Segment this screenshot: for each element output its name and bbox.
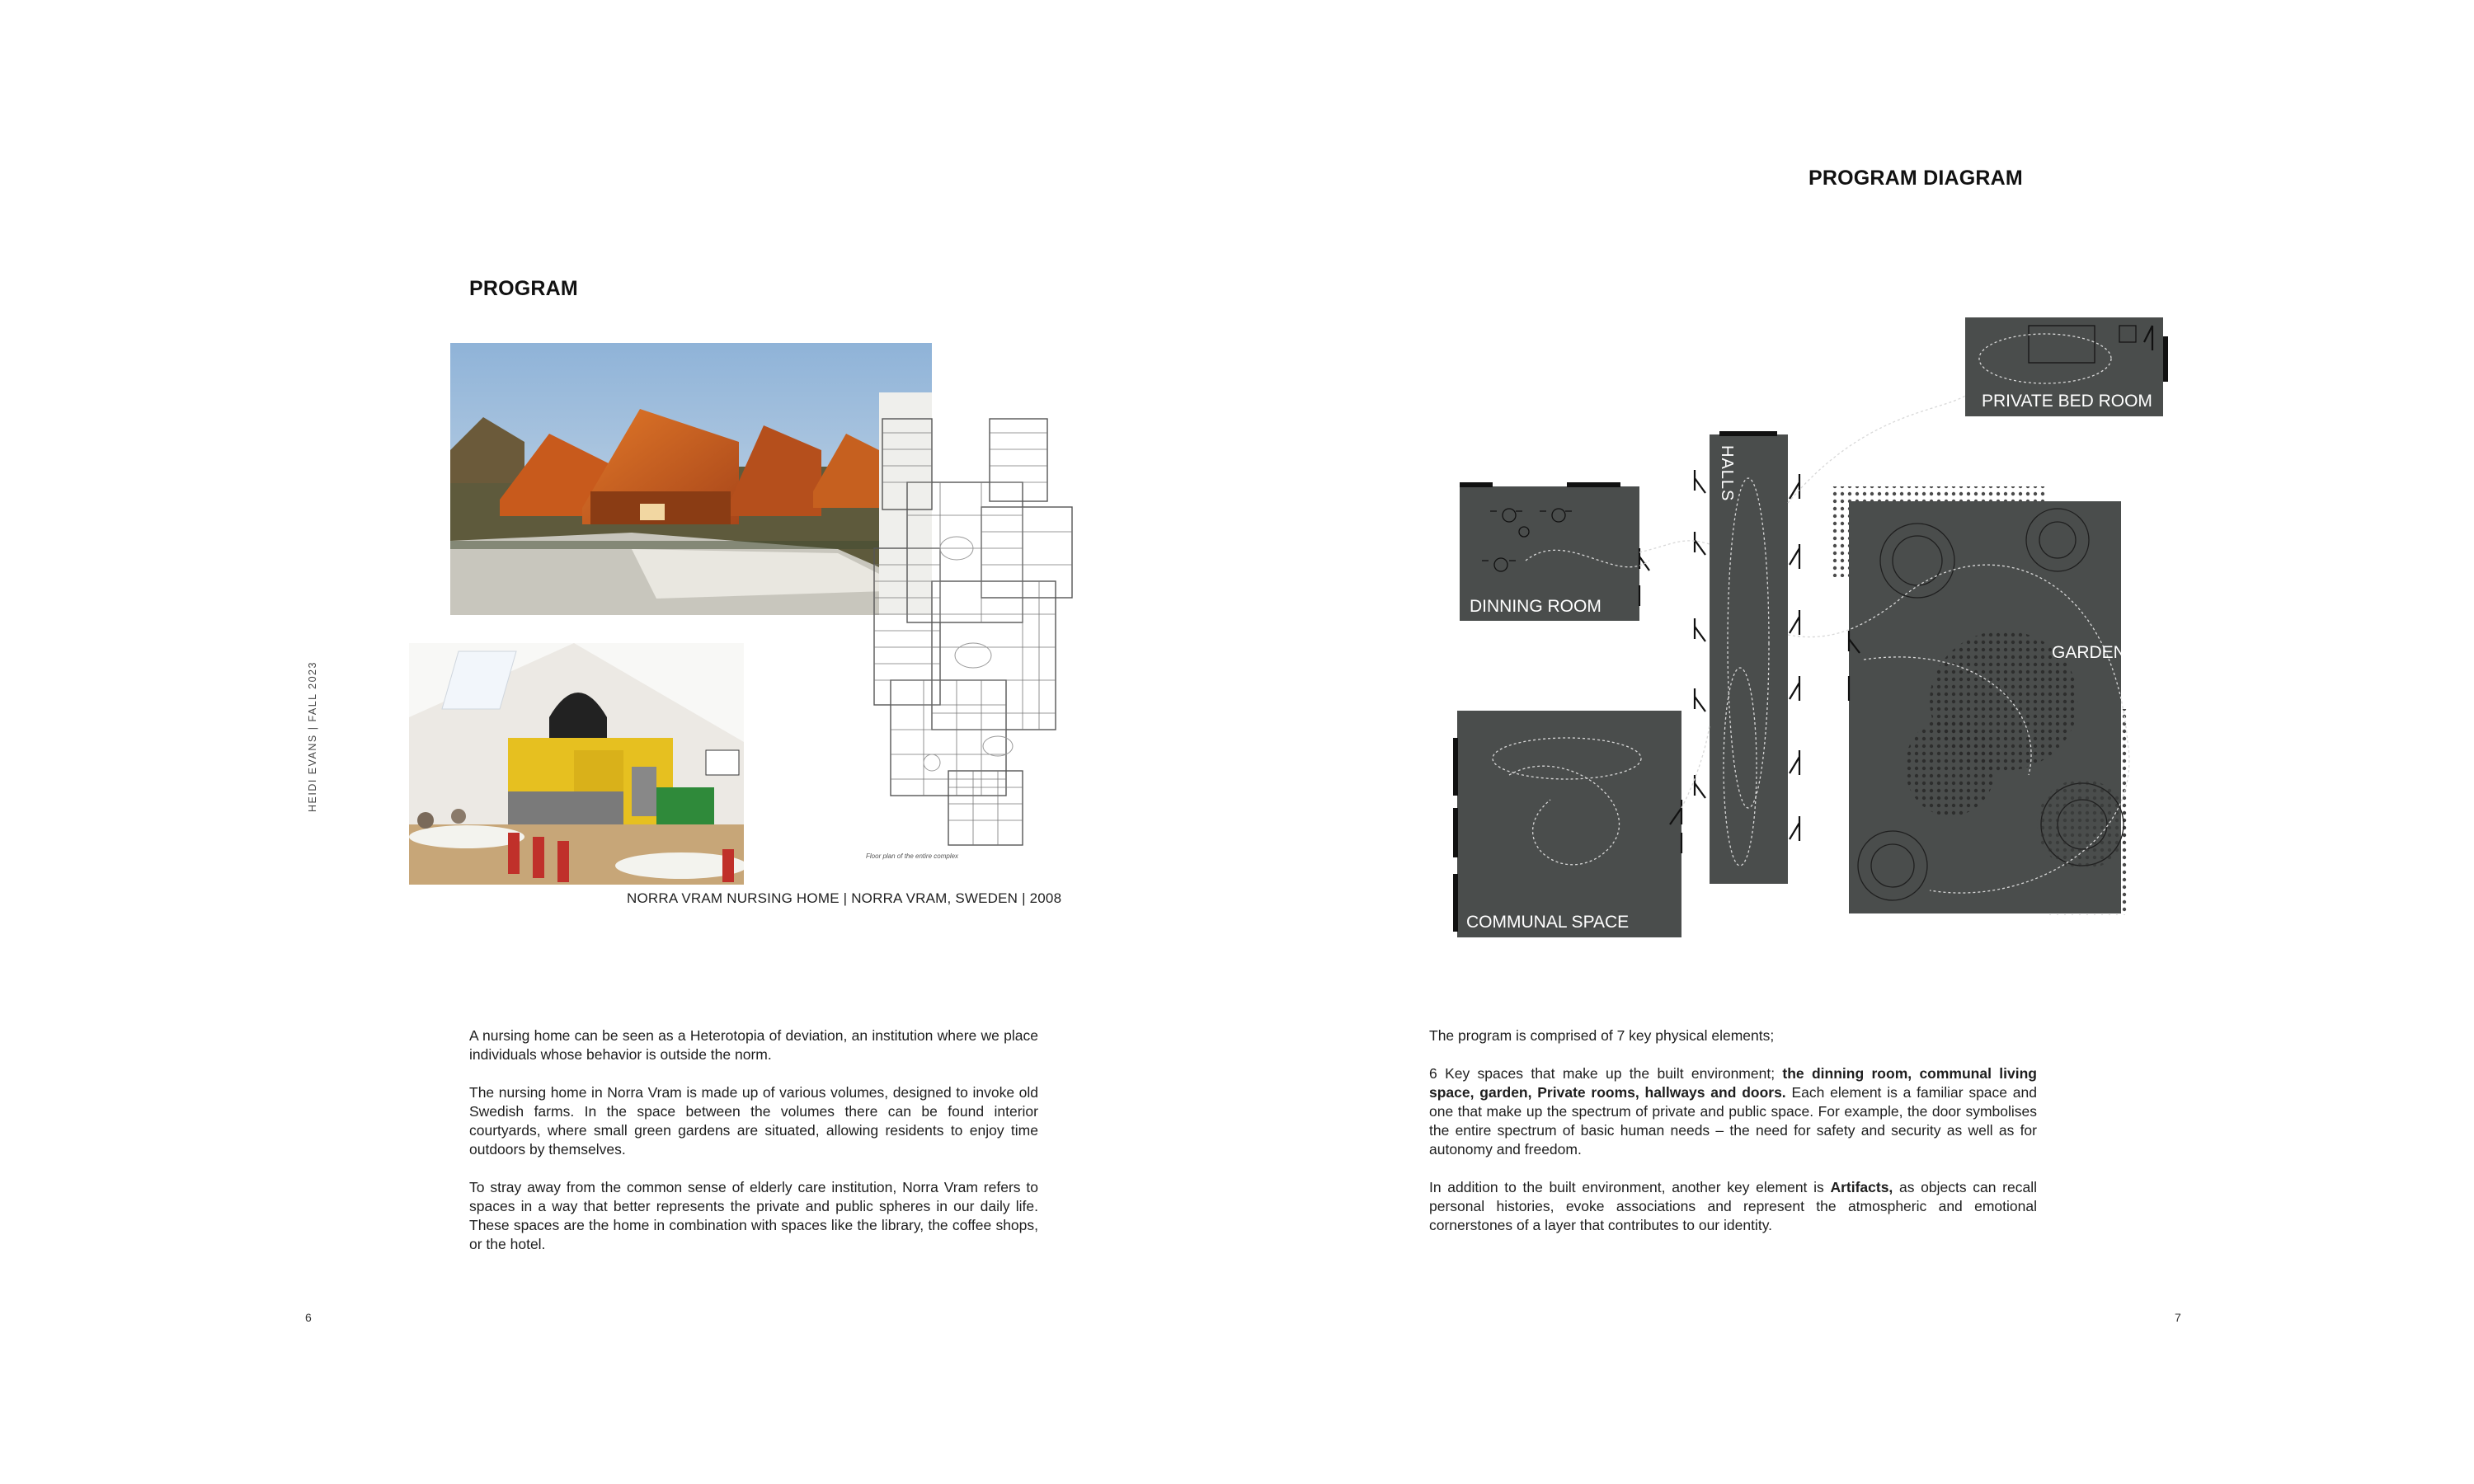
left-paragraph-2: The nursing home in Norra Vram is made up of various volumes, designed to invoke old Swedish farms. In the space between the volumes there can be found interior courtyards, where small green gardens are situated, allowing residents to enjoy time outdoors by themselves.	[469, 1084, 1038, 1158]
spine-author-label: HEIDI EVANS | FALL 2023	[307, 661, 318, 812]
page-number-left: 6	[305, 1311, 312, 1324]
p2-end: Each element is a familiar space and one that make up the spectrum of private and public space. For example, the door symbolises the entire spectrum of basic human needs – the need for safety and security as well as for autonomy and freedom.	[1429, 1084, 2038, 1158]
label-garden: GARDEN	[2052, 643, 2126, 662]
left-paragraph-3: To stray away from the common sense of elderly care institution, Norra Vram refers to spaces in a way that better represents the private and public spheres in our daily life. These spaces are the home in combination with spaces like the library, the coffee shops, or the hotel.	[469, 1179, 1038, 1252]
right-paragraph-2	[1429, 1064, 2037, 1159]
plan-note: Floor plan of the entire complex	[866, 852, 959, 860]
right-paragraph-3	[1429, 1178, 2037, 1235]
page-heading-program: PROGRAM	[469, 277, 578, 300]
left-body-text	[469, 1026, 1038, 1273]
label-private-bed-room: PRIVATE BED ROOM	[1982, 392, 2152, 411]
label-communal-space: COMMUNAL SPACE	[1466, 913, 1630, 932]
p3-start: In addition to the built environment, another key element is	[1429, 1179, 1831, 1195]
program-diagram	[1402, 313, 2177, 940]
right-paragraph-1: The program is comprised of 7 key physical elements;	[1429, 1027, 1775, 1044]
page-number-right: 7	[2175, 1311, 2181, 1324]
left-paragraph-1: A nursing home can be seen as a Heterotopia of deviation, an institution where we place individuals whose behavior is outside the norm.	[469, 1027, 1038, 1063]
p2-start: 6 Key spaces that make up the built environment;	[1429, 1065, 1783, 1082]
photo-caption: NORRA VRAM NURSING HOME | NORRA VRAM, SWEDEN | 2008	[627, 890, 1062, 906]
p2-bold: the dinning room, communal living space, garden, Private rooms, hallways and doors.	[1429, 1065, 2037, 1101]
page-heading-program-diagram: PROGRAM DIAGRAM	[1808, 167, 2023, 190]
p3-end: as objects can recall personal histories, evoke associations and represent the atmospheric and emotional cornerstones of a layer that contributes to our identity.	[1429, 1179, 2038, 1233]
interior-photo	[409, 643, 744, 885]
halls-block	[1710, 434, 1788, 884]
label-dinning-room: DINNING ROOM	[1470, 597, 1602, 616]
p3-bold: Artifacts,	[1830, 1179, 1893, 1195]
floor-plan-drawing	[858, 416, 1080, 853]
communal-space-block	[1457, 711, 1681, 937]
label-halls: HALLS	[1718, 445, 1736, 502]
right-body-text	[1429, 1026, 2037, 1254]
